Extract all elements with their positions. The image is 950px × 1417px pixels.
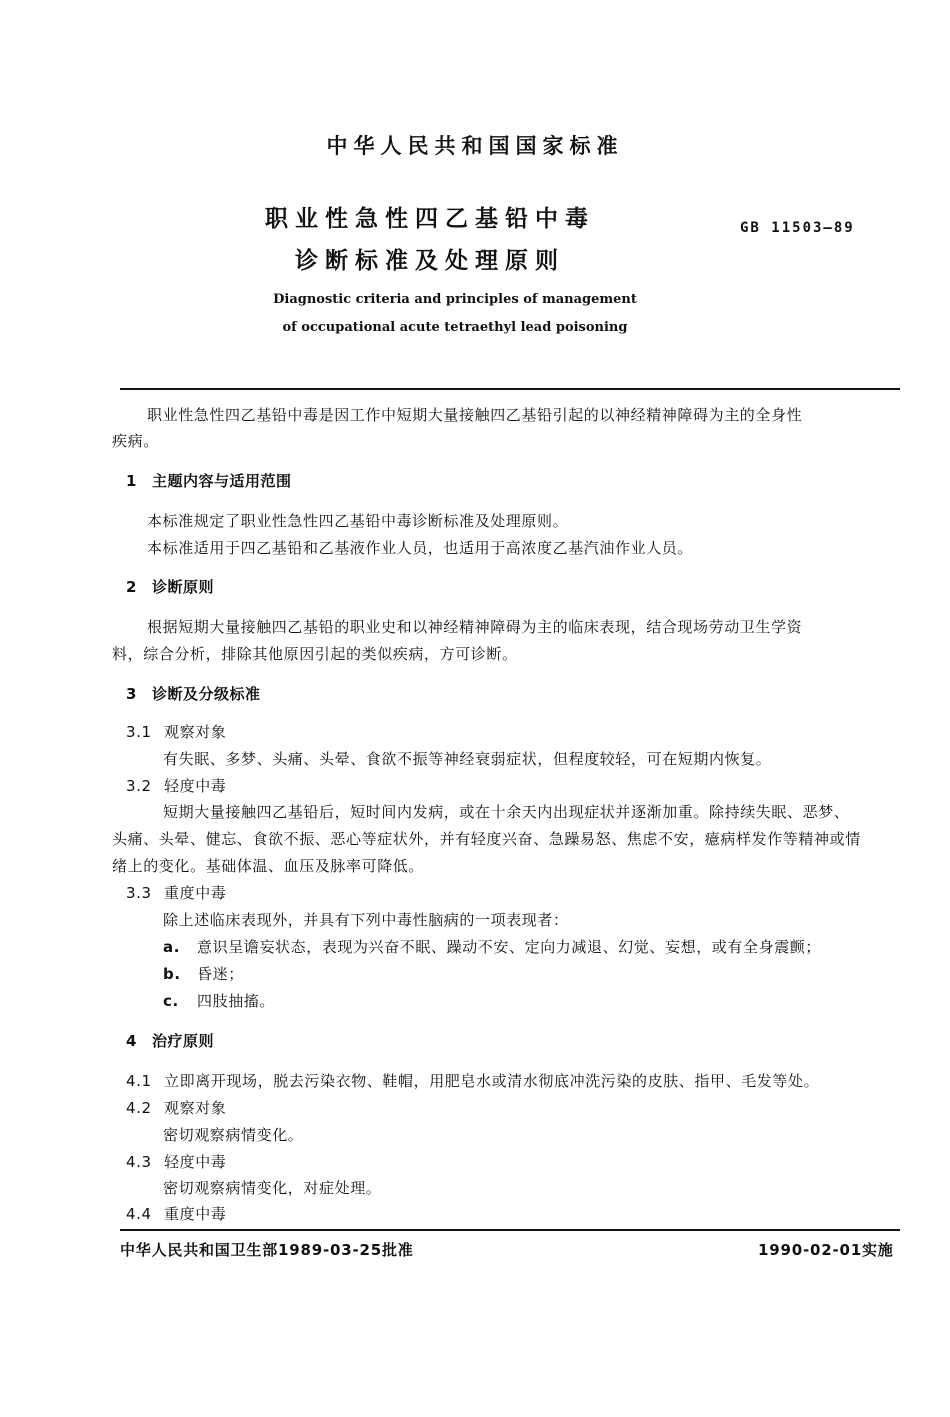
subsection-3-3-text: 除上述临床表现外，并具有下列中毒性脑病的一项表现者： [163,911,569,929]
english-title-line1: Diagnostic criteria and principles of management [273,292,637,307]
footer-rule [120,1229,900,1231]
section-title: 主题内容与适用范围 [152,472,292,490]
document-title-line2: 诊断标准及处理原则 [295,248,565,274]
list-item [163,936,821,957]
section-title: 治疗原则 [152,1032,215,1050]
subsection-number: 4.4 [126,1205,152,1223]
section-2-line1: 根据短期大量接触四乙基铅的职业史和以神经精神障碍为主的临床表现，结合现场劳动卫生学资 [147,618,803,636]
list-item-text: 四肢抽搐。 [197,992,276,1010]
document-title-line1: 职业性急性四乙基铅中毒 [265,206,595,232]
subsection-number: 4.1 [126,1072,152,1090]
subsection-3-1-heading [126,721,226,742]
subsection-number: 4.2 [126,1099,152,1117]
subsection-3-1-text: 有失眠、多梦、头痛、头晕、食欲不振等神经衰弱症状，但程度较轻，可在短期内恢复。 [163,750,772,768]
approval-line: 中华人民共和国卫生部1989-03-25批准 [120,1241,414,1259]
intro-line2: 疾病。 [112,432,159,450]
list-item-label: a. [163,938,181,956]
intro-line1: 职业性急性四乙基铅中毒是因工作中短期大量接触四乙基铅引起的以神经精神障碍为主的全身性 [147,406,803,424]
subsection-title: 重度中毒 [164,884,227,902]
list-item-label: b. [163,965,181,983]
subsection-number: 3.3 [126,884,152,902]
section-4-heading [126,1030,214,1051]
subsection-4-3-text: 密切观察病情变化，对症处理。 [163,1179,382,1197]
subsection-number: 4.3 [126,1153,152,1171]
section-number: 4 [126,1032,137,1050]
subsection-title: 重度中毒 [164,1205,227,1223]
english-title-line2: of occupational acute tetraethyl lead poisoning [282,320,628,335]
section-1-heading [126,470,292,491]
subsection-title: 轻度中毒 [164,1153,227,1171]
section-1-para1: 本标准规定了职业性急性四乙基铅中毒诊断标准及处理原则。 [147,512,569,530]
subsection-title: 观察对象 [164,723,227,741]
list-item-text: 昏迷； [197,965,244,983]
subsection-3-2-heading [126,775,226,796]
subsection-text: 立即离开现场，脱去污染衣物、鞋帽，用肥皂水或清水彻底冲洗污染的皮肤、指甲、毛发等处。 [164,1072,820,1090]
subsection-4-1 [126,1070,819,1091]
effective-date: 1990-02-01实施 [758,1241,894,1259]
section-2-line2: 料，综合分析，排除其他原因引起的类似疾病，方可诊断。 [112,645,518,663]
header-rule [120,388,900,390]
section-1-para2: 本标准适用于四乙基铅和乙基液作业人员，也适用于高浓度乙基汽油作业人员。 [147,539,694,557]
list-item-text: 意识呈谵妄状态，表现为兴奋不眠、躁动不安、定向力减退、幻觉、妄想，或有全身震颤； [197,938,822,956]
section-number: 2 [126,578,137,596]
section-title: 诊断原则 [152,578,215,596]
section-3-heading [126,683,261,704]
subsection-4-2-text: 密切观察病情变化。 [163,1126,304,1144]
list-item [163,963,244,984]
subsection-title: 轻度中毒 [164,777,227,795]
section-number: 3 [126,685,137,703]
subsection-4-2-heading [126,1097,226,1118]
section-number: 1 [126,472,137,490]
subsection-3-3-heading [126,882,226,903]
subsection-4-3-heading [126,1151,226,1172]
subsection-4-4-heading [126,1203,226,1224]
subsection-3-2-line3: 绪上的变化。基础体温、血压及脉率可降低。 [112,857,425,875]
list-item-label: c. [163,992,179,1010]
national-standard-title: 中华人民共和国国家标准 [326,134,624,158]
subsection-title: 观察对象 [164,1099,227,1117]
section-2-heading [126,576,214,597]
section-title: 诊断及分级标准 [152,685,261,703]
standard-number: GB 11503—89 [740,220,855,236]
subsection-3-2-line1: 短期大量接触四乙基铅后，短时间内发病，或在十余天内出现症状并逐渐加重。除持续失眠、恶梦、 [163,803,850,821]
subsection-number: 3.1 [126,723,152,741]
subsection-3-2-line2: 头痛、头晕、健忘、食欲不振、恶心等症状外，并有轻度兴奋、急躁易怒、焦虑不安，癔病样发作等精神或情 [112,830,861,848]
list-item [163,990,275,1011]
subsection-number: 3.2 [126,777,152,795]
